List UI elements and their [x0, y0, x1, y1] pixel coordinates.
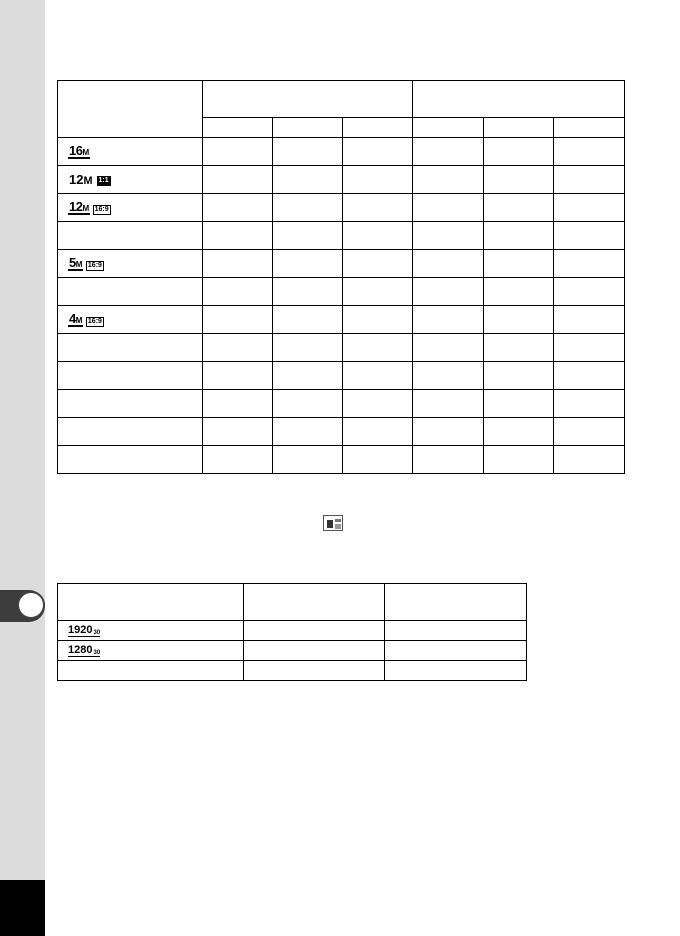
value-cell — [554, 278, 625, 306]
value-cell — [413, 166, 484, 194]
12m-16x9-icon: 12M 16:9 — [69, 199, 109, 214]
value-cell — [244, 661, 385, 681]
value-cell — [203, 390, 273, 418]
table-row — [58, 334, 625, 362]
table-row — [58, 278, 625, 306]
value-cell — [484, 334, 554, 362]
value-cell — [343, 418, 413, 446]
4m-16x9-icon: 4M 16:9 — [69, 311, 102, 326]
value-cell — [203, 278, 273, 306]
row-label-cell — [58, 306, 203, 334]
row-label-cell — [58, 334, 203, 362]
value-cell — [343, 278, 413, 306]
value-cell — [484, 362, 554, 390]
table-row — [58, 390, 625, 418]
header-cell — [385, 584, 527, 621]
value-cell — [413, 222, 484, 250]
row-label-cell — [58, 661, 244, 681]
value-cell — [413, 138, 484, 166]
value-cell — [273, 418, 343, 446]
table-row — [58, 138, 625, 166]
value-cell — [554, 194, 625, 222]
value-cell — [203, 138, 273, 166]
chapter-side-tab — [0, 0, 45, 880]
value-cell — [273, 390, 343, 418]
value-cell — [554, 166, 625, 194]
row-label-cell — [58, 418, 203, 446]
value-cell — [343, 138, 413, 166]
value-cell — [343, 306, 413, 334]
value-cell — [413, 418, 484, 446]
value-cell — [203, 222, 273, 250]
value-cell — [413, 250, 484, 278]
value-cell — [273, 278, 343, 306]
row-label-cell — [58, 278, 203, 306]
header-sub-cell — [273, 118, 343, 138]
value-cell — [203, 362, 273, 390]
value-cell — [413, 194, 484, 222]
menu-icon — [323, 515, 343, 531]
value-cell — [343, 194, 413, 222]
value-cell — [554, 222, 625, 250]
value-cell — [343, 166, 413, 194]
row-label-cell — [58, 621, 244, 641]
table-row — [58, 306, 625, 334]
value-cell — [413, 334, 484, 362]
value-cell — [203, 166, 273, 194]
value-cell — [343, 250, 413, 278]
value-cell — [203, 194, 273, 222]
value-cell — [484, 278, 554, 306]
value-cell — [484, 418, 554, 446]
value-cell — [554, 306, 625, 334]
value-cell — [273, 306, 343, 334]
value-cell — [273, 362, 343, 390]
value-cell — [554, 334, 625, 362]
table-row — [58, 661, 527, 681]
movie-capacity-table — [57, 583, 527, 681]
table-row — [58, 446, 625, 474]
value-cell — [203, 418, 273, 446]
row-label-cell — [58, 250, 203, 278]
row-label-cell — [58, 390, 203, 418]
header-corner-cell — [58, 584, 244, 621]
value-cell — [413, 362, 484, 390]
row-label-cell — [58, 166, 203, 194]
header-sub-cell — [554, 118, 625, 138]
16m-icon: 16M — [69, 143, 89, 158]
table-row — [58, 222, 625, 250]
value-cell — [554, 418, 625, 446]
chapter-circle-icon — [17, 591, 45, 619]
value-cell — [385, 621, 527, 641]
value-cell — [203, 334, 273, 362]
table-row — [58, 418, 625, 446]
value-cell — [244, 641, 385, 661]
5m-16x9-icon: 5M 16:9 — [69, 255, 102, 270]
row-label-cell — [58, 641, 244, 661]
value-cell — [385, 641, 527, 661]
row-label-cell — [58, 446, 203, 474]
1280-video-icon: 1280 $_{30}$ — [68, 644, 101, 656]
table-row — [58, 641, 527, 661]
table-row — [58, 194, 625, 222]
value-cell — [484, 306, 554, 334]
value-cell — [203, 250, 273, 278]
value-cell — [343, 446, 413, 474]
value-cell — [413, 306, 484, 334]
value-cell — [484, 250, 554, 278]
table-row — [58, 362, 625, 390]
value-cell — [413, 278, 484, 306]
header-sub-cell — [413, 118, 484, 138]
value-cell — [484, 138, 554, 166]
value-cell — [244, 621, 385, 641]
table-row — [58, 250, 625, 278]
value-cell — [413, 390, 484, 418]
value-cell — [203, 306, 273, 334]
header-sub-cell — [203, 118, 273, 138]
value-cell — [554, 446, 625, 474]
value-cell — [273, 166, 343, 194]
header-cell — [244, 584, 385, 621]
row-label-cell — [58, 194, 203, 222]
header-sub-cell — [343, 118, 413, 138]
12m-1x1-icon: 12M 1:1 — [69, 171, 109, 187]
value-cell — [273, 334, 343, 362]
value-cell — [484, 194, 554, 222]
value-cell — [484, 222, 554, 250]
value-cell — [273, 138, 343, 166]
still-image-capacity-table — [57, 80, 625, 474]
value-cell — [554, 390, 625, 418]
value-cell — [273, 194, 343, 222]
value-cell — [273, 250, 343, 278]
table-row — [58, 166, 625, 194]
header-group-1 — [203, 81, 413, 118]
row-label-cell — [58, 222, 203, 250]
value-cell — [484, 166, 554, 194]
value-cell — [484, 446, 554, 474]
header-corner-cell — [58, 81, 203, 138]
value-cell — [554, 250, 625, 278]
value-cell — [343, 334, 413, 362]
table-row — [58, 621, 527, 641]
header-sub-cell — [484, 118, 554, 138]
value-cell — [554, 362, 625, 390]
value-cell — [385, 661, 527, 681]
value-cell — [343, 390, 413, 418]
value-cell — [343, 362, 413, 390]
value-cell — [273, 446, 343, 474]
value-cell — [273, 222, 343, 250]
row-label-cell — [58, 362, 203, 390]
1920-video-icon: 1920 $_{30}$ — [68, 624, 101, 636]
value-cell — [203, 446, 273, 474]
value-cell — [554, 138, 625, 166]
page-corner-block — [0, 880, 45, 936]
row-label-cell — [58, 138, 203, 166]
value-cell — [343, 222, 413, 250]
value-cell — [413, 446, 484, 474]
value-cell — [484, 390, 554, 418]
header-group-2 — [413, 81, 625, 118]
